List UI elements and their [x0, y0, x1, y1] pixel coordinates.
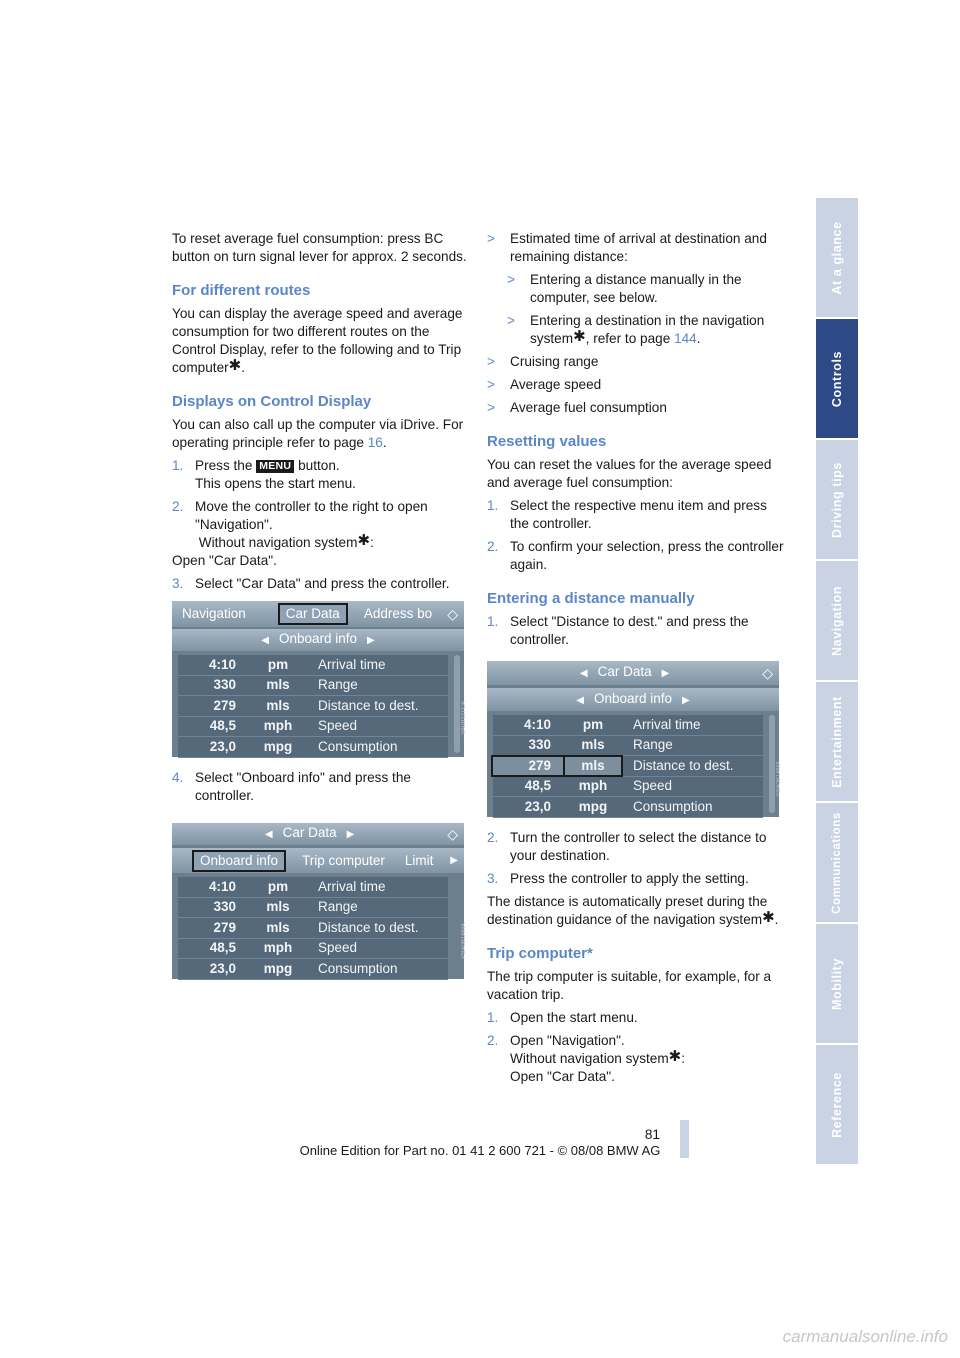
right-column [487, 230, 787, 1091]
image-code: PBA0B1AMA [461, 923, 467, 959]
arrow-right-icon: ▶ [367, 635, 375, 646]
trip-step-2: 2. Open "Navigation". Without navigation system✱: Open "Car Data". [487, 1033, 686, 1084]
title-bar [487, 661, 779, 685]
star-icon: ✱ [668, 1048, 682, 1065]
heading-resetting-values: Resetting values [487, 433, 607, 450]
table-row[interactable]: 48,5 mph Speed [178, 717, 448, 738]
page-link-144[interactable]: 144 [674, 331, 697, 346]
control-display-screen-3 [487, 661, 782, 817]
bullet-item: > Estimated time of arrival at destination and remaining distance: [487, 231, 767, 264]
menu-item-onboard-info[interactable]: Onboard info [192, 850, 286, 872]
star-icon: ✱ [762, 909, 775, 926]
controller-icon: ◇ [447, 606, 458, 622]
manual-step-1: 1. Select "Distance to dest." and press the controller. [487, 614, 749, 647]
sub-bullet-item: > Entering a destination in the navigation system✱, refer to page 144. [507, 313, 765, 346]
star-icon: ✱ [357, 532, 371, 549]
heading-different-routes: For different routes [172, 282, 311, 299]
bullet-item: > Average fuel consumption [487, 400, 667, 415]
table-row-selected[interactable]: 279 mls Distance to dest. [493, 756, 763, 777]
table-row[interactable]: 4:10 pm Arrival time [493, 715, 763, 736]
displays-text: You can also call up the computer via iDrive. For operating principle refer to page 16. [172, 417, 464, 450]
auto-preset-text: The distance is automatically preset during the destination guidance of the navigation system✱. [487, 894, 779, 927]
arrow-left-icon: ◀ [261, 635, 269, 646]
watermark: carmanualsonline.info [782, 1327, 948, 1346]
page-link-16[interactable]: 16 [367, 435, 383, 450]
table-row[interactable]: 4:10 pm Arrival time [178, 877, 448, 898]
routes-text: You can display the average speed and average consumption for two different routes on the Control Display, refer to the following and to Trip computer✱. [172, 306, 463, 375]
table-row[interactable]: 279 mls Distance to dest. [178, 918, 448, 939]
tab-driving-tips[interactable]: Driving tips [816, 440, 858, 559]
table-row[interactable]: 23,0 mpg Consumption [178, 959, 448, 980]
submenu-bar [172, 848, 464, 873]
table-row[interactable]: 23,0 mpg Consumption [178, 737, 448, 758]
table-row[interactable]: 48,5 mph Speed [178, 939, 448, 960]
star-icon: ✱ [228, 357, 242, 374]
table-row[interactable]: 4:10 pm Arrival time [178, 655, 448, 676]
step-2-continued: Open "Car Data". [172, 553, 277, 568]
title-bar [172, 823, 464, 845]
data-table [178, 655, 448, 758]
tab-reference[interactable]: Reference [816, 1045, 858, 1164]
menu-item-limit[interactable]: Limit [404, 852, 434, 868]
table-row[interactable]: 330 mls Range [178, 676, 448, 697]
tab-navigation[interactable]: Navigation [816, 561, 858, 680]
trip-step-1: 1. Open the start menu. [487, 1010, 638, 1025]
step-4: 4. Select "Onboard info" and press the controller. [172, 770, 411, 803]
manual-step-2: 2. Turn the controller to select the distance to your destination. [487, 830, 767, 863]
menu-item-navigation[interactable]: Navigation [182, 606, 246, 621]
menu-item-address-book[interactable]: Address bo [363, 606, 433, 621]
tab-controls[interactable]: Controls [816, 319, 858, 438]
step-3: 3. Select "Car Data" and press the controller. [172, 576, 450, 591]
manual-step-3: 3. Press the controller to apply the setting. [487, 871, 749, 886]
table-row[interactable]: 279 mls Distance to dest. [178, 696, 448, 717]
reset-text: You can reset the values for the average speed and average fuel consumption: [487, 457, 772, 490]
image-code: VA0B12TCA [461, 701, 467, 735]
tab-mobility[interactable]: Mobility [816, 924, 858, 1043]
table-row[interactable]: 23,0 mpg Consumption [493, 797, 763, 818]
reset-consumption-text: To reset average fuel consumption: press BC button on turn signal lever for approx. 2 seconds. [172, 231, 467, 264]
screen-title-car-data: Car Data [597, 664, 652, 679]
tab-communications[interactable]: Communications [816, 803, 858, 922]
page-number: 81 [644, 1127, 660, 1142]
heading-entering-distance: Entering a distance manually [487, 590, 695, 607]
bullet-item: > Average speed [487, 377, 602, 392]
menu-item-car-data[interactable]: Car Data [278, 603, 348, 625]
trip-text: The trip computer is suitable, for example, for a vacation trip. [487, 969, 772, 1002]
left-column [172, 230, 472, 991]
data-table [178, 877, 448, 980]
table-row[interactable]: 330 mls Range [178, 898, 448, 919]
controller-icon: ◇ [447, 826, 458, 842]
top-menu-bar [172, 601, 464, 627]
menu-item-trip-computer[interactable]: Trip computer [302, 852, 385, 868]
section-tabs [816, 198, 858, 1166]
arrow-left-icon: ◀ [264, 829, 273, 840]
heading-trip-computer: Trip computer* [487, 945, 593, 962]
arrow-left-icon: ◀ [579, 668, 588, 679]
screen-title-car-data: Car Data [282, 825, 337, 840]
submenu-onboard-info[interactable]: Onboard info [278, 631, 358, 646]
menu-button-icon: MENU [256, 460, 294, 473]
control-display-screen-1 [172, 601, 467, 757]
reset-step-1: 1. Select the respective menu item and press the controller. [487, 498, 767, 531]
tab-at-a-glance[interactable]: At a glance [816, 198, 858, 317]
step-2: 2. Move the controller to the right to open "Navigation". Without navigation system✱: [172, 499, 428, 550]
control-display-screen-2 [172, 823, 467, 979]
reset-step-2: 2. To confirm your selection, press the controller again. [487, 539, 784, 572]
footer-edition: Online Edition for Part no. 01 41 2 600 721 - © 08/08 BMW AG [299, 1143, 661, 1158]
image-code: PBA0B1AMA [776, 761, 782, 797]
submenu-bar [172, 629, 464, 651]
arrow-right-icon: ▶ [661, 668, 670, 679]
arrow-right-icon: ▶ [450, 854, 458, 866]
arrow-left-icon: ◀ [576, 694, 584, 706]
data-table [493, 715, 763, 818]
sub-bullet-item: > Entering a distance manually in the computer, see below. [507, 272, 742, 305]
submenu-onboard-info[interactable]: Onboard info [593, 690, 673, 706]
heading-displays-control-display: Displays on Control Display [172, 393, 372, 410]
tab-entertainment[interactable]: Entertainment [816, 682, 858, 801]
table-row[interactable]: 330 mls Range [493, 736, 763, 757]
arrow-right-icon: ▶ [682, 694, 690, 706]
bullet-item: > Cruising range [487, 354, 599, 369]
table-row[interactable]: 48,5 mph Speed [493, 777, 763, 798]
arrow-right-icon: ▶ [346, 829, 355, 840]
controller-icon: ◇ [762, 665, 773, 681]
submenu-bar [487, 688, 779, 711]
star-icon: ✱ [573, 328, 586, 345]
step-1: 1. Press the MENU button. This opens the start menu. [172, 458, 356, 491]
